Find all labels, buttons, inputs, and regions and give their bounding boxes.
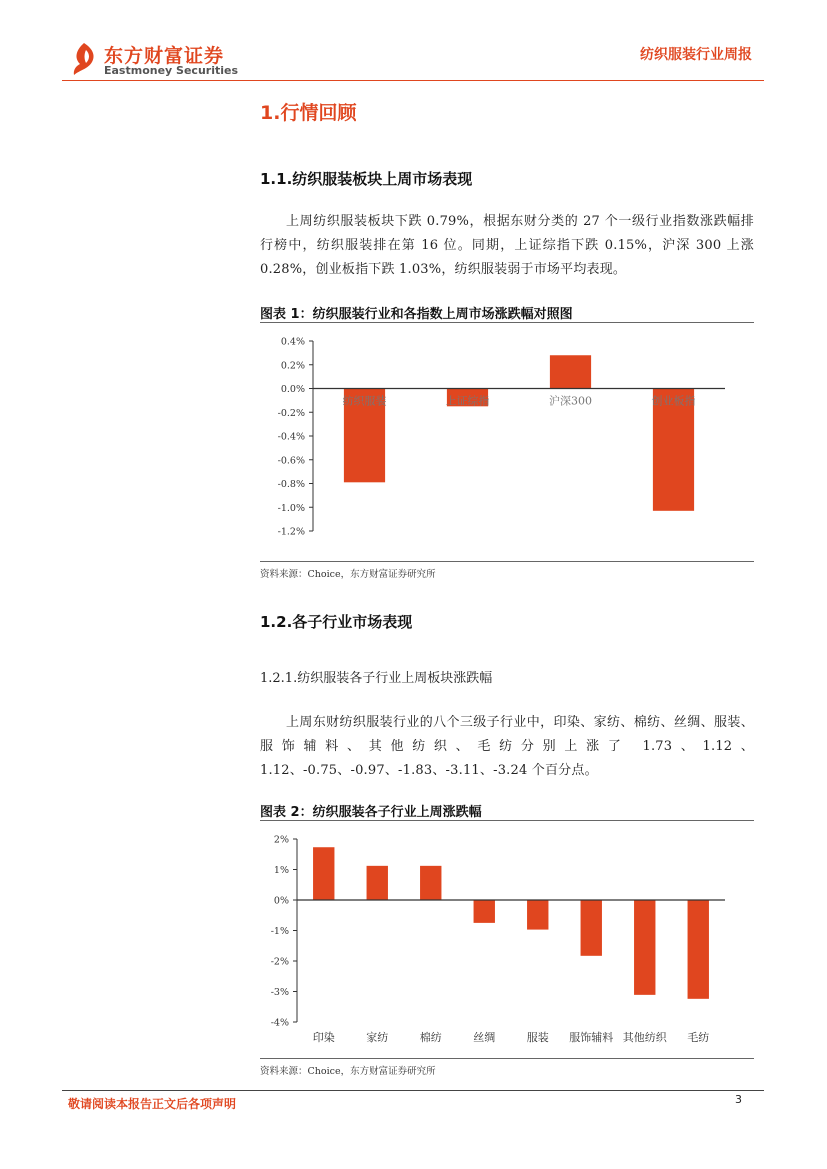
- x-category-label: 印染: [312, 1031, 335, 1044]
- y-tick-label: -2%: [270, 956, 289, 968]
- page-number: 3: [735, 1093, 742, 1106]
- bar-2: [420, 866, 441, 900]
- x-category-label: 创业板指: [651, 394, 696, 408]
- y-tick-label: 0.0%: [280, 384, 305, 395]
- y-tick-label: 1%: [273, 865, 289, 876]
- figure1-top-rule: [260, 322, 754, 323]
- figure2-chart: [255, 826, 755, 1056]
- report-title: 纺织服装行业周报: [640, 47, 752, 63]
- y-tick-label: 0.4%: [280, 336, 305, 348]
- x-category-label: 上证综指: [445, 394, 490, 408]
- footer-divider: [62, 1090, 764, 1091]
- y-tick-label: -1.0%: [277, 502, 305, 514]
- x-category-label: 其他纺织: [622, 1031, 667, 1044]
- subsection-title-1-1: 1.1.纺织服装板块上周市场表现: [260, 170, 473, 188]
- x-category-label: 沪深300: [549, 394, 592, 408]
- eastmoney-logo-icon: [70, 42, 100, 76]
- y-tick-label: -1.2%: [277, 526, 305, 538]
- x-category-label: 毛纺: [687, 1031, 710, 1044]
- figure1-bottom-rule: [260, 561, 754, 562]
- y-tick-label: -3%: [270, 987, 289, 998]
- y-tick-label: -0.8%: [277, 479, 305, 490]
- x-category-label: 丝绸: [473, 1031, 496, 1044]
- bar-0: [313, 847, 334, 900]
- figure2-top-rule: [260, 820, 754, 821]
- x-category-label: 服饰辅料: [569, 1031, 614, 1044]
- bar-2: [550, 355, 591, 388]
- bar-7: [688, 900, 709, 999]
- header-divider: [62, 80, 764, 81]
- y-tick-label: 0.2%: [280, 360, 305, 372]
- y-tick-label: -1%: [270, 926, 289, 937]
- y-tick-label: -0.2%: [277, 407, 305, 419]
- figure1-source: 资料来源：Choice，东方财富证券研究所: [260, 569, 436, 580]
- y-tick-label: -0.4%: [277, 431, 305, 443]
- y-tick-label: 2%: [273, 834, 289, 846]
- figure2-source: 资料来源：Choice，东方财富证券研究所: [260, 1066, 436, 1077]
- paragraph-subindustry-performance: 上周东财纺织服装行业的八个三级子行业中，印染、家纺、棉纺、丝绸、服装、服饰辅料、其他纺织、毛纺分别上涨了 1.73、1.12、1.12、-0.75、-0.97、-1.83、-3.11、-3.24 个百分点。: [260, 715, 754, 778]
- company-logo: [70, 40, 240, 80]
- x-category-label: 家纺: [366, 1031, 389, 1044]
- footer-disclaimer: 敬请阅读本报告正文后各项声明: [68, 1097, 237, 1111]
- paragraph-market-performance: 上周纺织服装板块下跌 0.79%，根据东财分类的 27 个一级行业指数涨跌幅排行榜中，纺织服装排在第 16 位。同期，上证综指下跌 0.15%，沪深 300 上涨 0.28%，创业板指下跌 1.03%，纺织服装弱于市场平均表现。: [260, 214, 754, 277]
- bar-6: [634, 900, 655, 995]
- figure2-bottom-rule: [260, 1058, 754, 1059]
- y-tick-label: -4%: [270, 1017, 289, 1029]
- logo-english-name: Eastmoney Securities: [104, 64, 239, 77]
- subsubsection-title: 1.2.1.纺织服装各子行业上周板块涨跌幅: [260, 671, 493, 686]
- subsection-title-1-2: 1.2.各子行业市场表现: [260, 613, 413, 631]
- bar-4: [527, 900, 548, 930]
- y-tick-label: 0%: [273, 895, 289, 907]
- x-category-label: 服装: [526, 1031, 549, 1044]
- y-tick-label: -0.6%: [277, 455, 305, 467]
- bar-3: [474, 900, 495, 923]
- figure1-title: 图表 1：纺织服装行业和各指数上周市场涨跌幅对照图: [260, 307, 573, 322]
- section-title: 1.行情回顾: [260, 102, 357, 124]
- logo-chinese-name: 东方财富证券: [104, 45, 225, 67]
- x-category-label: 纺织服装: [342, 394, 387, 408]
- figure2-title: 图表 2：纺织服装各子行业上周涨跌幅: [260, 805, 482, 820]
- bar-1: [367, 866, 388, 900]
- bar-5: [581, 900, 602, 956]
- x-category-label: 棉纺: [419, 1031, 442, 1044]
- figure1-chart: [255, 328, 755, 558]
